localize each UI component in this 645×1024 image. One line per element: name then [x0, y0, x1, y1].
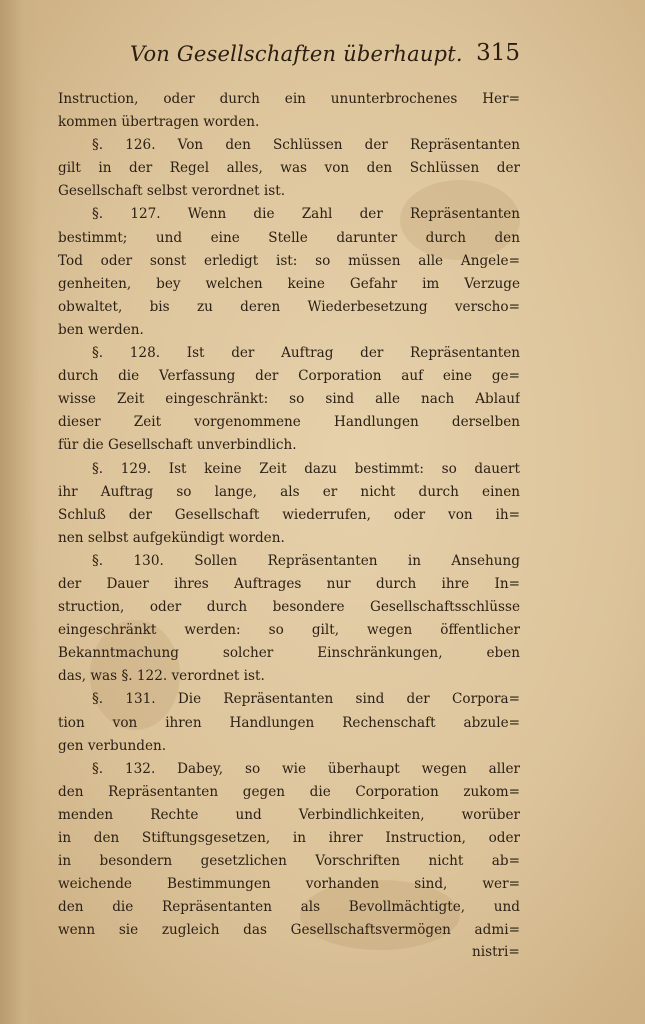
running-title: Von Gesellschaften überhaupt.	[130, 42, 463, 66]
body-text	[58, 88, 520, 942]
text-line: §. 129. Ist keine Zeit dazu bestimmt: so dauert	[92, 460, 520, 477]
text-line: bestimmt; und eine Stelle darunter durch den	[58, 229, 520, 246]
page-gutter-shadow	[0, 0, 40, 1024]
text-line: menden Rechte und Verbindlichkeiten, worüber	[58, 806, 520, 823]
text-line: dieser Zeit vorgenommene Handlungen derselben	[58, 414, 520, 431]
text-line: wisse Zeit eingeschränkt: so sind alle nach Ablauf	[58, 391, 520, 408]
text-line: in den Stiftungsgesetzen, in ihrer Instruction, oder	[58, 830, 520, 846]
text-line: §. 130. Sollen Repräsentanten in Ansehung	[92, 552, 520, 569]
text-line: für die Gesellschaft unverbindlich.	[58, 437, 297, 454]
text-line: gen verbunden.	[58, 737, 167, 754]
text-line: durch die Verfassung der Corporation auf eine ge=	[58, 368, 520, 385]
text-line: obwaltet, bis zu deren Wiederbesetzung verscho=	[58, 298, 520, 315]
text-line: §. 131. Die Repräsentanten sind der Corpora=	[92, 691, 520, 708]
page-number: 315	[476, 40, 520, 66]
catchword: nistri=	[472, 944, 520, 960]
text-line: gilt in der Regel alles, was von den Schlüssen der	[58, 160, 520, 177]
text-line: weichende Bestimmungen vorhanden sind, wer=	[58, 876, 520, 893]
text-line: §. 126. Von den Schlüssen der Repräsentanten	[92, 137, 520, 154]
text-line: Tod oder sonst erledigt ist: so müssen alle Angele=	[58, 252, 520, 269]
text-line: ben werden.	[58, 321, 144, 338]
page-header	[130, 40, 520, 76]
text-line: §. 127. Wenn die Zahl der Repräsentanten	[92, 206, 520, 223]
text-line: das, was §. 122. verordnet ist.	[58, 668, 265, 685]
text-line: ihr Auftrag so lange, als er nicht durch einen	[58, 483, 520, 500]
text-line: kommen übertragen worden.	[58, 114, 260, 131]
text-line: wenn sie zugleich das Gesellschaftsvermögen admi=	[58, 922, 520, 939]
text-line: nen selbst aufgekündigt worden.	[58, 529, 285, 546]
text-line: den Repräsentanten gegen die Corporation zukom=	[58, 783, 520, 800]
text-line: Instruction, oder durch ein ununterbrochenes Her=	[58, 91, 520, 107]
text-line: Gesellschaft selbst verordnet ist.	[58, 183, 286, 200]
text-line: tion von ihren Handlungen Rechenschaft abzule=	[58, 714, 520, 731]
text-line: in besondern gesetzlichen Vorschriften nicht ab=	[58, 853, 520, 870]
text-line: §. 128. Ist der Auftrag der Repräsentanten	[92, 345, 520, 362]
text-line: den die Repräsentanten als Bevollmächtigte, und	[58, 899, 520, 916]
text-line: struction, oder durch besondere Gesellschaftsschlüsse	[58, 599, 520, 616]
text-line: Schluß der Gesellschaft wiederrufen, oder von ih=	[58, 506, 520, 523]
text-line: §. 132. Dabey, so wie überhaupt wegen aller	[92, 760, 520, 777]
text-line: genheiten, bey welchen keine Gefahr im Verzuge	[58, 275, 520, 292]
text-line: der Dauer ihres Auftrages nur durch ihre In=	[58, 575, 520, 592]
text-line: Bekanntmachung solcher Einschränkungen, eben	[58, 645, 520, 662]
text-line: eingeschränkt werden: so gilt, wegen öffentlicher	[58, 622, 520, 639]
